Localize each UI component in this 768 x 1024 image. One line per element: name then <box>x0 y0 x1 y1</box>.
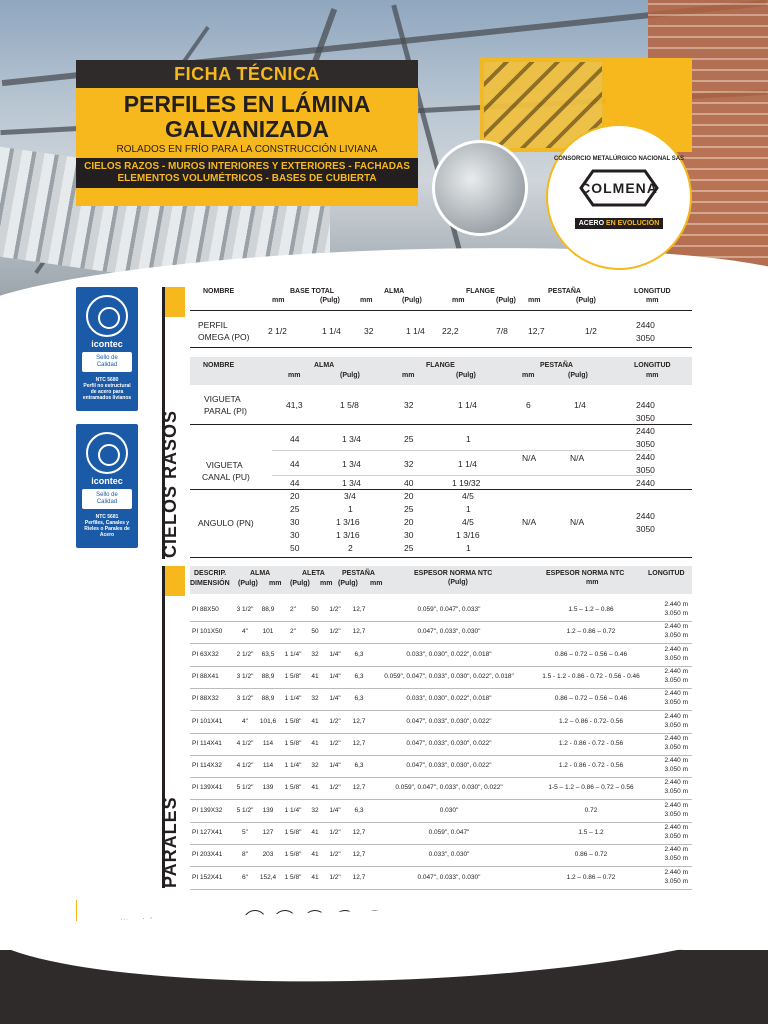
icontec-badge-2: icontec Sello de Calidad NTC 5681 Perfiles, Canales y Rieles o Parales de Acero <box>76 424 138 548</box>
table-cell: 139 <box>262 806 274 814</box>
main-title-line2: GALVANIZADA <box>165 116 329 142</box>
logo-tagline: ACERO EN EVOLUCIÓN <box>575 218 664 229</box>
table-cell: PI 139X32 <box>192 806 223 814</box>
table-cell: 1/4" <box>329 806 341 814</box>
table-cell: 88,9 <box>261 695 275 703</box>
table-row <box>190 622 692 644</box>
table-cell: PI 63X32 <box>192 650 219 658</box>
table-row <box>190 667 692 689</box>
icontec-badge-1: icontec Sello de Calidad NTC 5680 Perfil no estructural de acero para entramados livianos <box>76 287 138 411</box>
table-cell: 1/2" <box>329 717 341 725</box>
table-cell: 1/4" <box>329 695 341 703</box>
table-cell: 8" <box>242 851 248 859</box>
table-cell: 32 <box>311 650 319 658</box>
table-cell: 41 <box>311 739 319 747</box>
table-cell: 4 1/2" <box>236 762 254 770</box>
table-cell: 1/2" <box>329 784 341 792</box>
section-cielos-rasos: CIELOS RASOS <box>160 409 180 558</box>
table-cell: 50 <box>311 606 319 613</box>
table-cell: 63,5 <box>261 650 275 658</box>
logo-name: COLMENA <box>580 180 658 196</box>
table-row <box>190 645 692 667</box>
table-cell: 1 5/8" <box>284 829 302 836</box>
table-row <box>190 734 692 756</box>
table-cell: 6,3 <box>354 762 364 770</box>
table-cell: 0.059", 0.047", 0.033", 0.030", 0.022", 0.018" <box>384 672 514 680</box>
table-cell: 1 5/8" <box>284 672 302 680</box>
table-cell: 2 1/2" <box>236 650 254 658</box>
table-cell: 1 5/8" <box>284 784 302 792</box>
length-cell: 2.440 m 3.050 m <box>664 779 688 796</box>
table-cell: 1/4" <box>329 650 341 658</box>
table-cell: 0.86 – 0.72 <box>574 851 608 859</box>
table-row <box>190 689 692 711</box>
length-cell: 2.440 m 3.050 m <box>664 846 688 863</box>
table-cell: 3 1/2" <box>236 672 254 680</box>
table-cell: 6,3 <box>354 650 364 658</box>
table-cell: PI 114X41 <box>192 739 222 747</box>
table-cell: 139 <box>262 784 274 792</box>
table-cell: 0.059", 0.047" <box>428 829 470 836</box>
table-cell: 12,7 <box>352 829 366 836</box>
table-cell: 1.5 - 1.2 - 0.86 - 0.72 - 0.56 - 0.46 <box>542 672 640 680</box>
table-cell: 5 1/2" <box>236 784 254 792</box>
length-cell: 2.440 m 3.050 m <box>664 734 688 751</box>
spec-sheet-page: FICHA TÉCNICA PERFILES EN LÁMINA GALVANIZADA ROLADOS EN FRÍO PARA LA CONSTRUCCIÓN LIVIANA CIELOS RAZOS - MUROS INTERIORES Y EXTERIORES - FACHADAS ELEMENTOS VOLUMÉTRICOS - BASES DE CUBIERTA CONSORCIO METALÚRGICO NACIONAL SAS COLMENA ACERO EN EVOLUCIÓN icontec Sello de Calidad NTC 5680 Perfil no estructural de acero para entramados livianos icontec Sello de Calidad NTC 5681 Perfiles, Canales y Rieles o Parales de Acero CIELOS RASOS PARALES NOMBRE BASE TOTAL mm (Pulg) ALMA mm (Pulg) FLANGE mm (Pulg) PESTAÑA mm (Pulg) LONGITUD mm PERFIL OMEGA (PO) 2 1/2 1 1/4 32 1 1/4 22,2 7/8 12,7 1/2 2440 3050 NOMBRE ALMA mm (Pulg) FLANGE mm (Pulg) PESTAÑA mm (Pulg) LONGITUD mm VIGUETA PARAL (PI) 41,3 1 5/8 32 1 1/4 6 1/4 2440 3050 VIGUETA CANAL (PU) 44 1 3/4 25 1 44 1 3/4 32 1 1/4 44 1 3/4 40 1 19/32 N/A N/A 2440 3050 2440 3050 2440 ANGULO (PN) 20 3/4 20 4/5 25 1 25 1 30 1 3/16 20 4/5 30 1 3/16 30 1 3/16 50 2 25 1 N/A N/A 2440 3050 DESCRIP. DIMENSIÓN ALMA (Pulg) mm ALETA (Pulg) mm PESTAÑA (Pulg) mm ESPESOR NORMA NTC (Pulg) ESPESOR NORMA NTC mm LONGITUD PI 88X50 3 1/2" 88,9 2" 50 1/2" 12,7 0.059", 0.047", 0.033" 1.5 – 1.2 – 0.86 2.440 m 3.050 m PI 101X50 4" 101 2" 50 1/2" 12,7 0.047", 0.033", 0.030" 1.2 – 0.86 – 0.72 2.440 m 3.050 m PI 63X32 2 1/2" 63,5 1 1/4" 32 1/4" 6,3 0.033", 0.030", 0.022", 0.018" 0.86 – 0.72 – 0.56 – 0.46 2.440 m 3.050 m PI 88X41 3 1/2" 88,9 1 5/8" 41 1/4" 6,3 0.059", 0.047", 0.033", 0.030", 0.022", 0.018" 1.5 - 1.2 - 0.86 - 0.72 - 0.56 - 0.46 2.440 m 3.050 m PI 88X32 3 1/2" 88,9 1 1/4" 32 1/4" 6,3 0.033", 0.030", 0.022", 0.018" 0.86 – 0.72 – 0.56 – 0.46 2.440 m 3.050 m PI 101X41 4" 101,6 1 5/8" 41 1/2" 12,7 0.047", 0.033", 0.030", 0.022" 1.2 – 0.86 - 0.72- 0.56 2.440 m 3.050 m PI 114X41 4 1/2" 114 1 5/8" 41 1/2" 12,7 0.047", 0.033", 0.030", 0.022" 1.2 - 0.86 - 0.72 - 0.56 2.440 m 3.050 m PI 114X32 4 1/2" 114 1 1/4" 32 1/4" 6,3 0.047", 0.033", 0.030", 0.022" 1.2 - 0.86 - 0.72 - 0.56 2.440 m 3.050 m PI 139X41 5 1/2" 139 1 5/8" 41 1/2" 12,7 0.059", 0.047", 0.033", 0.030", 0.022" 1-5 – 1.2 – 0.86 – 0.72 – 0.56 2.440 m 3.050 m PI 139X32 5 1/2" 139 1 1/4" 32 1/4" 6,3 0.030" 0.72 2.440 m 3.050 m PI 127X41 5" 127 1 5/8" 41 1/2" 12,7 0.059", 0.047" 1.5 – 1.2 2.440 m 3.050 m PI 203X41 8" 203 1 5/8" 41 1/2" 12,7 0.033", 0.030" 0.86 – 0.72 2.440 m 3.050 m PI 152X41 6" 152,4 1 5/8" 41 1/2" 12,7 0.047", 0.033", 0.030" 1.2 – 0.86 – 0.72 2.440 m 3.050 m <box>0 0 768 1024</box>
uses-line2: ELEMENTOS VOLUMÉTRICOS - BASES DE CUBIERTA <box>117 173 377 184</box>
table-cell: PI 88X41 <box>192 672 219 680</box>
table-cell: 0.059", 0.047", 0.033", 0.030", 0.022" <box>395 784 503 792</box>
table-cell: 50 <box>311 628 319 636</box>
table-cell: 1 1/4" <box>284 650 302 658</box>
table-row <box>190 712 692 734</box>
table-row <box>190 756 692 778</box>
table-cell: 1.2 – 0.86 – 0.72 <box>566 873 616 881</box>
bottom-band <box>0 950 768 1024</box>
table-cell: 12,7 <box>352 717 366 725</box>
table-cell: 0.86 – 0.72 – 0.56 – 0.46 <box>554 695 628 703</box>
length-cell: 2.440 m 3.050 m <box>664 712 688 729</box>
table-cell: 0.033", 0.030" <box>428 851 470 859</box>
table-cell: 32 <box>311 762 319 770</box>
table-cell: 0.033", 0.030", 0.022", 0.018" <box>406 650 492 658</box>
table-row <box>190 600 692 622</box>
table-cell: 88,9 <box>261 672 275 680</box>
table-cell: 41 <box>311 717 319 725</box>
table-cell: 0.047", 0.033", 0.030", 0.022" <box>406 717 492 725</box>
table-cell: 3 1/2" <box>236 606 254 613</box>
table-cell: 1.2 - 0.86 - 0.72 - 0.56 <box>558 762 624 770</box>
table-cell: 12,7 <box>352 851 366 859</box>
length-cell: 2.440 m 3.050 m <box>664 757 688 774</box>
table-cell: 0.047", 0.033", 0.030" <box>417 628 481 636</box>
table-cell: 1 5/8" <box>284 873 302 881</box>
table-cell: 12,7 <box>352 606 366 613</box>
table-cell: 1/2" <box>329 606 341 613</box>
table-cell: 12,7 <box>352 628 366 636</box>
table-cell: 152,4 <box>259 873 277 881</box>
table-cell: 4" <box>242 717 248 725</box>
table-cell: PI 88X50 <box>192 606 219 613</box>
length-cell: 2.440 m 3.050 m <box>664 690 688 707</box>
table-cell: PI 88X32 <box>192 695 219 703</box>
table-cell: 5 1/2" <box>236 806 254 814</box>
table-cell: 1/2" <box>329 829 341 836</box>
table-cell: PI 203X41 <box>192 851 223 859</box>
length-cell: 2.440 m 3.050 m <box>664 645 688 662</box>
table-cell: 41 <box>311 873 319 881</box>
table-row <box>190 845 692 867</box>
table-cell: PI 101X41 <box>192 717 223 725</box>
table-cell: 1 5/8" <box>284 717 302 725</box>
table-cell: 6,3 <box>354 695 364 703</box>
table-cell: 12,7 <box>352 873 366 881</box>
table-cell: 0.033", 0.030", 0.022", 0.018" <box>406 695 492 703</box>
table-cell: 0.047", 0.033", 0.030", 0.022" <box>406 739 492 747</box>
omega-table: NOMBRE BASE TOTAL mm (Pulg) ALMA mm (Pulg) FLANGE mm (Pulg) PESTAÑA mm (Pulg) LONGITUD mm PERFIL OMEGA (PO) 2 1/2 1 1/4 32 1 1/4 22,2 7/8 12,7 1/2 2440 3050 <box>0 0 768 1024</box>
table-cell: 1/4" <box>329 672 341 680</box>
table-cell: 32 <box>311 806 319 814</box>
table-cell: 1/2" <box>329 873 341 881</box>
table-cell: 6,3 <box>354 806 364 814</box>
table-cell: 88,9 <box>261 606 275 613</box>
length-cell: 2.440 m 3.050 m <box>664 623 688 640</box>
table-cell: 3 1/2" <box>236 695 254 703</box>
table-cell: 1.5 – 1.2 <box>578 829 604 836</box>
table-row <box>190 823 692 845</box>
logo-company: CONSORCIO METALÚRGICO NACIONAL SAS <box>553 156 685 162</box>
table-cell: PI 152X41 <box>192 873 223 881</box>
table-cell: 1.5 – 1.2 – 0.86 <box>568 606 614 613</box>
table-cell: 41 <box>311 672 319 680</box>
table-cell: 41 <box>311 784 319 792</box>
table-cell: 4 1/2" <box>236 739 254 747</box>
table-cell: 0.72 <box>584 806 598 814</box>
table-cell: 1 5/8" <box>284 851 302 859</box>
table-cell: 1/2" <box>329 628 341 636</box>
table-cell: 5" <box>242 829 248 836</box>
table-cell: 1 1/4" <box>284 806 302 814</box>
table-cell: 114 <box>262 739 274 747</box>
table-cell: 0.047", 0.033", 0.030" <box>417 873 481 881</box>
table-cell: PI 114X32 <box>192 762 222 770</box>
table-cell: 0.059", 0.047", 0.033" <box>417 606 481 613</box>
table-cell: 101 <box>262 628 274 636</box>
table-cell: 1/4" <box>329 762 341 770</box>
table-cell: PI 101X50 <box>192 628 223 636</box>
length-cell: 2.440 m 3.050 m <box>664 868 688 885</box>
table-cell: 4" <box>242 628 248 636</box>
subtitle: ROLADOS EN FRÍO PARA LA CONSTRUCCIÓN LIVIANA <box>116 144 378 155</box>
length-cell: 2.440 m 3.050 m <box>664 824 688 840</box>
table-cell: 1 5/8" <box>284 739 302 747</box>
table-cell: 32 <box>311 695 319 703</box>
table-cell: 1.2 – 0.86 – 0.72 <box>566 628 616 636</box>
table-cell: 0.86 – 0.72 – 0.56 – 0.46 <box>554 650 628 658</box>
table-cell: 114 <box>262 762 274 770</box>
section-parales: PARALES <box>160 796 180 888</box>
table-cell: 2" <box>290 606 296 613</box>
table-cell: PI 139X41 <box>192 784 223 792</box>
ficha-title: FICHA TÉCNICA <box>76 60 418 88</box>
table-cell: 203 <box>262 851 274 859</box>
table-cell: 41 <box>311 851 319 859</box>
uses-line1: CIELOS RAZOS - MUROS INTERIORES Y EXTERIORES - FACHADAS <box>84 161 410 172</box>
table-row <box>190 778 692 800</box>
table-cell: PI 127X41 <box>192 829 223 836</box>
table-cell: 1/2" <box>329 739 341 747</box>
table-cell: 1/2" <box>329 851 341 859</box>
table-row <box>190 868 692 890</box>
table-cell: 6" <box>242 873 248 881</box>
table-cell: 0.030" <box>439 806 459 814</box>
table-cell: 12,7 <box>352 784 366 792</box>
table-cell: 2" <box>290 628 296 636</box>
table-cell: 127 <box>262 829 274 836</box>
main-title-line1: PERFILES EN LÁMINA <box>123 91 371 117</box>
length-cell: 2.440 m 3.050 m <box>664 667 688 684</box>
length-cell: 2.440 m 3.050 m <box>664 601 688 617</box>
length-cell: 2.440 m 3.050 m <box>664 801 688 818</box>
table-cell: 1 1/4" <box>284 762 302 770</box>
table-cell: 1-5 – 1.2 – 0.86 – 0.72 – 0.56 <box>548 784 634 792</box>
table-cell: 101,6 <box>259 717 277 725</box>
table-cell: 12,7 <box>352 739 366 747</box>
table-cell: 6,3 <box>354 672 364 680</box>
table-row <box>190 801 692 823</box>
table-cell: 0.047", 0.033", 0.030", 0.022" <box>406 762 492 770</box>
table-cell: 1.2 – 0.86 - 0.72- 0.56 <box>559 717 623 725</box>
table-cell: 1 1/4" <box>284 695 302 703</box>
table-cell: 41 <box>311 829 319 836</box>
table-cell: 1.2 - 0.86 - 0.72 - 0.56 <box>558 739 624 747</box>
